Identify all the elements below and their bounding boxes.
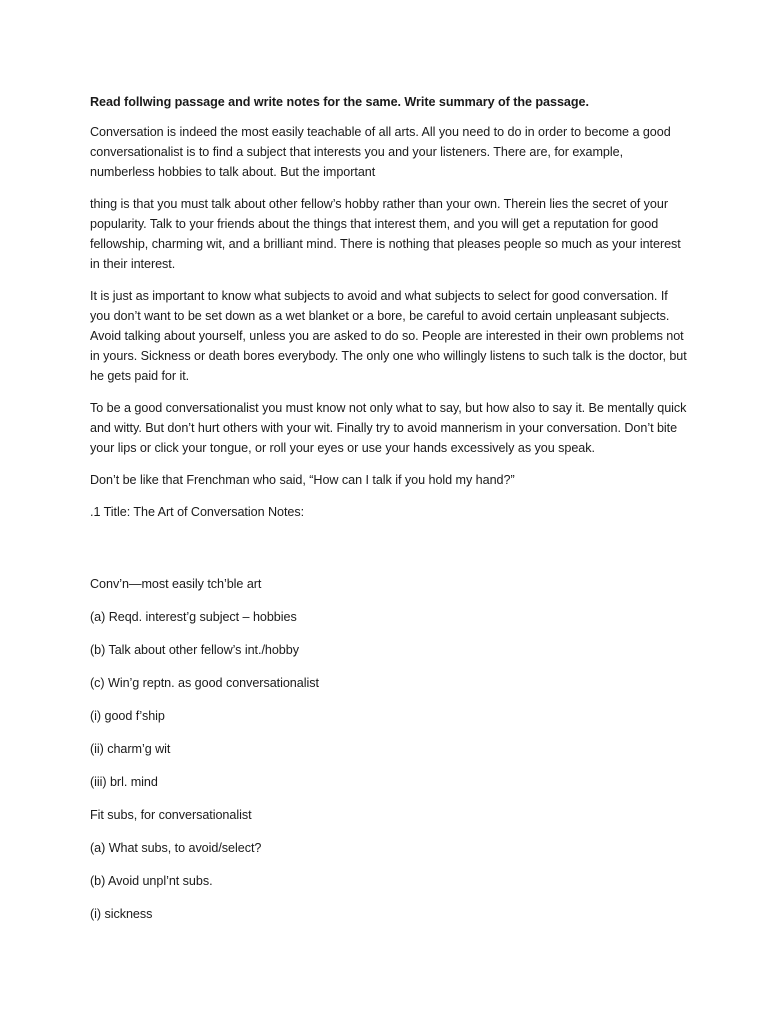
paragraph-1: Conversation is indeed the most easily teachable of all arts. All you need to do in order to become a good conversationalist is to find a subject that interests you and your listeners. There are, for example, numberless hobbies to talk about. But the important [90,125,671,179]
note-item: (b) Talk about other fellow’s int./hobby [90,643,299,657]
passage-heading: Read follwing passage and write notes for the same. Write summary of the passage. [90,95,589,109]
paragraph-5: Don’t be like that Frenchman who said, “How can I talk if you hold my hand?” [90,473,515,487]
note-item: (b) Avoid unpl’nt subs. [90,874,213,888]
note-item: (i) good f’ship [90,709,165,723]
note-item: (a) Reqd. interest’g subject – hobbies [90,610,297,624]
note-item: (a) What subs, to avoid/select? [90,841,262,855]
notes-title: .1 Title: The Art of Conversation Notes: [90,505,305,519]
document-page [90,92,690,937]
note-item: Conv’n—most easily tch’ble art [90,577,262,591]
note-item: (c) Win’g reptn. as good conversationalist [90,676,319,690]
note-item: (iii) brl. mind [90,775,158,789]
paragraph-3: It is just as important to know what subjects to avoid and what subjects to select for good conversation. If you don’t want to be set down as a wet blanket or a bore, be careful to avoid certain unpleasant subjects. Avoid talking about yourself, unless you are asked to do so. People are interested in their own problems not in yours. Sickness or death bores everybody. The only one who willingly listens to such talk is the doctor, but he gets paid for it. [90,289,687,383]
note-item: Fit subs, for conversationalist [90,808,252,822]
paragraph-4: To be a good conversationalist you must know not only what to say, but how also to say it. Be mentally quick and witty. But don’t hurt others with your wit. Finally try to avoid mannerism in your conversation. Don’t bite your lips or click your tongue, or roll your eyes or use your hands excessively as you speak. [90,401,687,455]
note-item: (i) sickness [90,907,153,921]
notes-list [90,574,690,924]
paragraph-2: thing is that you must talk about other fellow’s hobby rather than your own. Therein lies the secret of your popularity. Talk to your friends about the things that interest them, and you will get a reputation for good fellowship, charming wit, and a brilliant mind. There is nothing that pleases people so much as your interest in their interest. [90,197,681,271]
note-item: (ii) charm’g wit [90,742,171,756]
